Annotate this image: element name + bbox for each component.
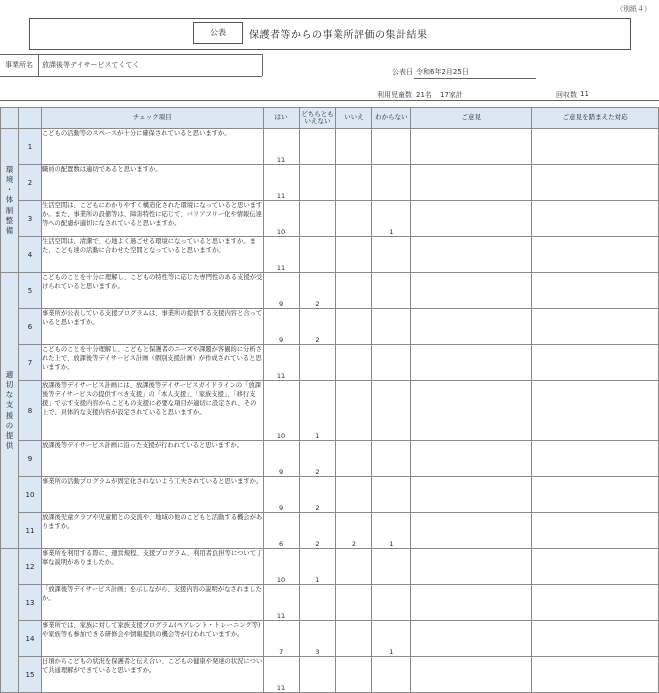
unknown-count	[372, 657, 411, 693]
yes-count: 6	[263, 513, 299, 549]
table-row	[1, 273, 659, 309]
opinion-cell	[411, 129, 532, 165]
neither-count	[299, 237, 336, 273]
response-cell	[532, 381, 659, 441]
no-count	[336, 657, 372, 693]
item-number: 11	[18, 513, 41, 549]
no-count	[336, 441, 372, 477]
no-count	[336, 585, 372, 621]
opinion-cell	[411, 549, 532, 585]
table-row	[1, 621, 659, 657]
item-number: 2	[18, 165, 41, 201]
page-title: 保護者等からの事業所評価の集計結果	[249, 30, 428, 41]
neither-count: 1	[299, 381, 336, 441]
neither-count	[299, 345, 336, 381]
neither-count	[299, 585, 336, 621]
opinion-cell	[411, 621, 532, 657]
no-count	[336, 201, 372, 237]
unknown-count	[372, 129, 411, 165]
no-count	[336, 237, 372, 273]
yes-count: 11	[263, 237, 299, 273]
item-question: こどものことを十分に理解し、こどもの特性等に応じた専門性のある支援が受けられていると思いますか。	[41, 273, 263, 309]
category-cell: 環 境 ・ 体 制 整 備	[1, 129, 19, 273]
opinion-cell	[411, 657, 532, 693]
item-header: チェック項目	[41, 108, 263, 129]
item-question: 事業所の活動プログラムが固定化されないよう工夫されていると思いますか。	[41, 477, 263, 513]
opinion-cell	[411, 273, 532, 309]
no-count	[336, 549, 372, 585]
public-badge: 公表	[193, 22, 243, 44]
opinion-cell	[411, 309, 532, 345]
item-number: 8	[18, 381, 41, 441]
response-cell	[532, 513, 659, 549]
response-cell	[532, 621, 659, 657]
unknown-count	[372, 381, 411, 441]
response-cell	[532, 273, 659, 309]
item-question: 放課後等デイサービス計画に沿った支援が行われていると思いますか。	[41, 441, 263, 477]
form-note: （別紙４）	[616, 5, 651, 13]
yes-count: 9	[263, 441, 299, 477]
unknown-count: 1	[372, 621, 411, 657]
opinion-header: ご意見	[411, 108, 532, 129]
opinion-cell	[411, 381, 532, 441]
neither-count: 1	[299, 549, 336, 585]
publish-underline	[414, 78, 536, 79]
response-cell	[532, 165, 659, 201]
table-row	[1, 201, 659, 237]
users-households: 17家計	[440, 91, 463, 99]
unknown-header: わからない	[372, 108, 411, 129]
no-count	[336, 129, 372, 165]
yes-count: 11	[263, 657, 299, 693]
response-cell	[532, 201, 659, 237]
corner-cell	[1, 108, 19, 129]
unknown-count	[372, 549, 411, 585]
category-cell: 適 切 な 支 援 の 提 供	[1, 273, 19, 549]
unknown-count: 1	[372, 201, 411, 237]
unknown-count	[372, 585, 411, 621]
unknown-count	[372, 345, 411, 381]
table-row	[1, 309, 659, 345]
neither-count	[299, 165, 336, 201]
no-count	[336, 621, 372, 657]
yes-count: 11	[263, 129, 299, 165]
item-number: 9	[18, 441, 41, 477]
response-cell	[532, 237, 659, 273]
publish-label: 公表日	[392, 68, 413, 76]
response-cell	[532, 129, 659, 165]
facility-label: 事業所名	[5, 61, 33, 69]
yes-count: 9	[263, 309, 299, 345]
response-cell	[532, 441, 659, 477]
item-question: 生活空間は、清潔で、心地よく過ごせる環境になっていると思いますか。また、こども達の活動に合わせた空間となっていると思いますか。	[41, 237, 263, 273]
unknown-count	[372, 441, 411, 477]
opinion-cell	[411, 345, 532, 381]
response-cell	[532, 477, 659, 513]
opinion-cell	[411, 477, 532, 513]
unknown-count: 1	[372, 513, 411, 549]
users-count: 21名	[416, 91, 432, 99]
neither-count	[299, 201, 336, 237]
unknown-count	[372, 477, 411, 513]
yes-count: 11	[263, 585, 299, 621]
neither-count: 2	[299, 513, 336, 549]
table-row	[1, 513, 659, 549]
item-question: 生活空間は、こどもにわかりやすく構造化された環境になっていると思いますか。また、事業所の設備等は、障害特性に応じて、バリアフリー化や情報伝達等への配慮が適切になされていると思いますか。	[41, 201, 263, 237]
item-number: 7	[18, 345, 41, 381]
table-row	[1, 129, 659, 165]
number-header	[18, 108, 41, 129]
no-header: いいえ	[336, 108, 372, 129]
item-number: 12	[18, 549, 41, 585]
no-count	[336, 477, 372, 513]
neither-count: 3	[299, 621, 336, 657]
category-cell	[1, 549, 19, 693]
table-row	[1, 549, 659, 585]
table-row	[1, 381, 659, 441]
yes-count: 10	[263, 549, 299, 585]
item-question: 事業所を利用する際に、運営規程、支援プログラム、利用者負担等について丁寧な説明がありましたか。	[41, 549, 263, 585]
neither-count	[299, 129, 336, 165]
opinion-cell	[411, 165, 532, 201]
yes-count: 10	[263, 381, 299, 441]
item-question: 職員の配置数は適切であると思いますか。	[41, 165, 263, 201]
no-count	[336, 309, 372, 345]
item-number: 1	[18, 129, 41, 165]
item-number: 5	[18, 273, 41, 309]
yes-count: 10	[263, 201, 299, 237]
item-question: 放課後等デイサービス計画には、放課後等デイサービスガイドラインの「放課後等デイサービスの提供すべき支援」の「本人支援」、「家族支援」、「移行支援」で示す支援内容からこどもの支援に必要な項目が適切に設定され、その上で、具体的な支援内容が設定されていると思いますか。	[41, 381, 263, 441]
response-header: ご意見を踏まえた対応	[532, 108, 659, 129]
response-cell	[532, 345, 659, 381]
item-question: こどものことを十分理解し、こどもと保護者のニーズや課題が客観的に分析された上で、放課後等デイサービス計画（個別支援計画）が作成されていると思いますか。	[41, 345, 263, 381]
neither-header: どちらとも いえない	[299, 108, 336, 129]
opinion-cell	[411, 201, 532, 237]
yes-count: 11	[263, 345, 299, 381]
facility-divider	[38, 54, 39, 76]
item-question: 事業所では、家族に対して家族支援プログラム(ペアレント・トレーニング等)や家族等も参加できる研修会や情報提供の機会等が行われていますか。	[41, 621, 263, 657]
yes-header: はい	[263, 108, 299, 129]
unknown-count	[372, 273, 411, 309]
no-count: 2	[336, 513, 372, 549]
unknown-count	[372, 165, 411, 201]
yes-count: 9	[263, 477, 299, 513]
item-number: 4	[18, 237, 41, 273]
item-question: 日頃からこどもの状況を保護者と伝え合い、こどもの健康や発達の状況について共通理解ができていると思いますか。	[41, 657, 263, 693]
opinion-cell	[411, 237, 532, 273]
no-count	[336, 381, 372, 441]
response-cell	[532, 309, 659, 345]
neither-count: 2	[299, 441, 336, 477]
table-row	[1, 441, 659, 477]
item-question: 事業所が公表している支援プログラムは、事業所の提供する支援内容と合っていると思いますか。	[41, 309, 263, 345]
item-question: 放課後児童クラブや児童館との交流や、地域の他のこどもと活動する機会がありますか。	[41, 513, 263, 549]
item-number: 15	[18, 657, 41, 693]
response-cell	[532, 549, 659, 585]
item-number: 10	[18, 477, 41, 513]
table-row	[1, 345, 659, 381]
responses-count: 11	[580, 90, 589, 98]
publish-date: 令和6年2月25日	[416, 68, 469, 76]
item-question: こどもの活動等のスペースが十分に確保されていると思いますか。	[41, 129, 263, 165]
no-count	[336, 165, 372, 201]
neither-count: 2	[299, 273, 336, 309]
response-cell	[532, 657, 659, 693]
unknown-count	[372, 237, 411, 273]
table-row	[1, 165, 659, 201]
item-number: 3	[18, 201, 41, 237]
opinion-cell	[411, 441, 532, 477]
facility-bottom-line	[0, 76, 262, 77]
facility-top-line	[0, 54, 262, 55]
evaluation-table	[0, 107, 659, 693]
neither-count	[299, 657, 336, 693]
facility-name: 放課後等デイサービスてくてく	[42, 61, 140, 69]
opinion-cell	[411, 513, 532, 549]
header-row	[1, 108, 659, 129]
table-row	[1, 585, 659, 621]
item-number: 6	[18, 309, 41, 345]
no-count	[336, 345, 372, 381]
item-number: 13	[18, 585, 41, 621]
yes-count: 9	[263, 273, 299, 309]
table-row	[1, 237, 659, 273]
opinion-cell	[411, 585, 532, 621]
neither-count: 2	[299, 309, 336, 345]
info-underline	[0, 100, 659, 101]
users-label: 利用児童数	[377, 91, 412, 99]
yes-count: 11	[263, 165, 299, 201]
responses-label: 回収数	[556, 91, 577, 99]
facility-end	[262, 54, 263, 76]
item-question: 「放課後等デイサービス計画」を示しながら、支援内容の説明がなされましたか。	[41, 585, 263, 621]
table-row	[1, 657, 659, 693]
unknown-count	[372, 309, 411, 345]
response-cell	[532, 585, 659, 621]
no-count	[336, 273, 372, 309]
yes-count: 7	[263, 621, 299, 657]
table-row	[1, 477, 659, 513]
neither-count: 2	[299, 477, 336, 513]
item-number: 14	[18, 621, 41, 657]
